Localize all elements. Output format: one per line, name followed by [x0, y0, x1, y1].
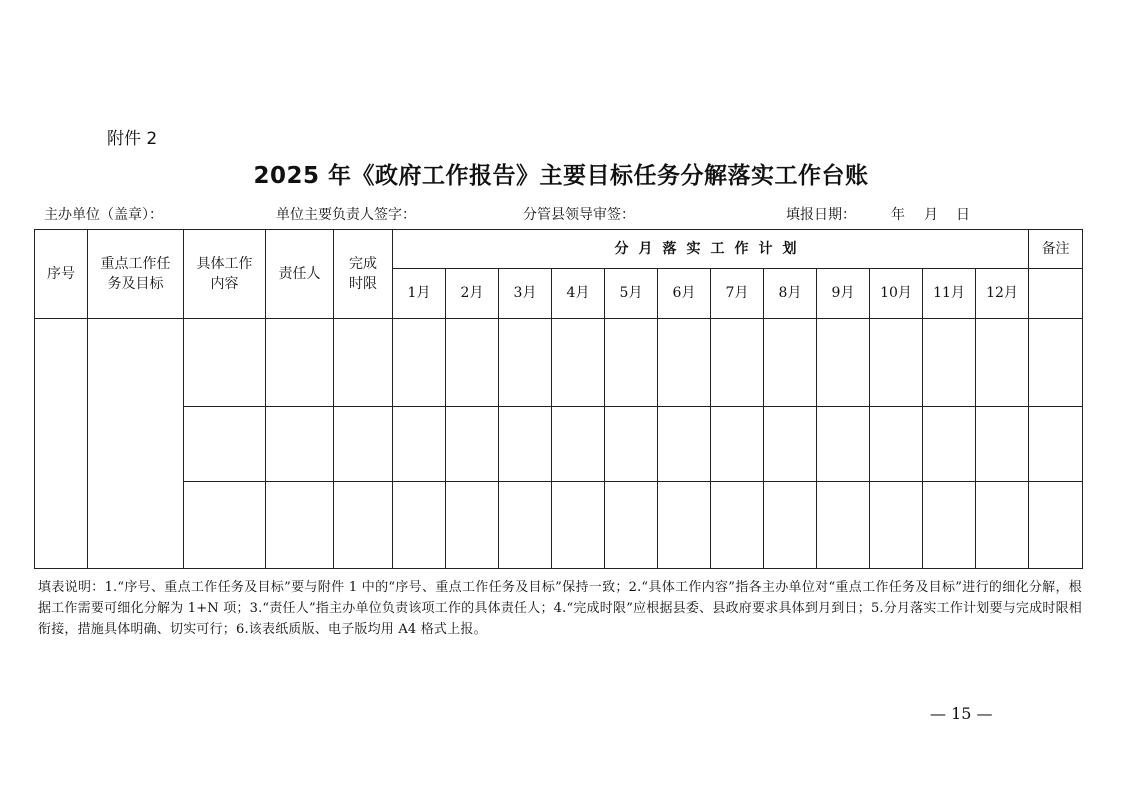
header-month-1: 1月	[393, 269, 446, 319]
table-cell[interactable]	[393, 407, 446, 482]
table-cell[interactable]	[499, 319, 552, 407]
table-cell[interactable]	[605, 319, 658, 407]
table-row	[35, 407, 1083, 482]
table-cell[interactable]	[976, 407, 1029, 482]
table-cell[interactable]	[1029, 407, 1083, 482]
table-cell[interactable]	[923, 482, 976, 569]
header-month-4: 4月	[552, 269, 605, 319]
table-cell[interactable]	[870, 407, 923, 482]
header-month-11: 11月	[923, 269, 976, 319]
table-cell[interactable]	[711, 407, 764, 482]
table-cell[interactable]	[334, 407, 393, 482]
table-cell[interactable]	[499, 407, 552, 482]
header-key-task: 重点工作任务及目标	[88, 230, 184, 319]
table-cell[interactable]	[923, 319, 976, 407]
table-cell[interactable]	[393, 482, 446, 569]
table-cell[interactable]	[817, 407, 870, 482]
header-month-9: 9月	[817, 269, 870, 319]
table-cell[interactable]	[1029, 482, 1083, 569]
table-cell[interactable]	[184, 319, 266, 407]
table-cell[interactable]	[658, 319, 711, 407]
header-month-2: 2月	[446, 269, 499, 319]
header-month-12: 12月	[976, 269, 1029, 319]
table-cell[interactable]	[870, 482, 923, 569]
table-cell[interactable]	[266, 407, 334, 482]
header-monthly-plan: 分月落实工作计划	[393, 230, 1029, 269]
header-deadline: 完成时限	[334, 230, 393, 319]
page-number: — 15 —	[930, 704, 993, 723]
table-cell[interactable]	[266, 319, 334, 407]
header-index: 序号	[35, 230, 88, 319]
table-cell[interactable]	[446, 319, 499, 407]
table-cell[interactable]	[552, 482, 605, 569]
table-cell[interactable]	[711, 482, 764, 569]
table-cell[interactable]	[817, 319, 870, 407]
header-month-7: 7月	[711, 269, 764, 319]
header-owner: 责任人	[266, 230, 334, 319]
table-cell[interactable]	[552, 407, 605, 482]
table-cell[interactable]	[764, 407, 817, 482]
header-month-10: 10月	[870, 269, 923, 319]
header-month-8: 8月	[764, 269, 817, 319]
table-cell[interactable]	[976, 482, 1029, 569]
document-title: 2025 年《政府工作报告》主要目标任务分解落实工作台账	[253, 163, 869, 189]
table-cell[interactable]	[605, 482, 658, 569]
header-remarks: 备注	[1029, 230, 1083, 269]
header-content: 具体工作内容	[184, 230, 266, 319]
table-cell[interactable]	[334, 319, 393, 407]
date-month-label: 月	[924, 207, 938, 223]
task-ledger-table	[34, 229, 1083, 569]
table-cell[interactable]	[499, 482, 552, 569]
attachment-label: 附件 2	[107, 129, 158, 149]
table-cell[interactable]	[605, 407, 658, 482]
table-cell[interactable]	[711, 319, 764, 407]
table-cell[interactable]	[658, 407, 711, 482]
table-cell[interactable]	[184, 482, 266, 569]
table-row	[35, 319, 1083, 407]
table-cell[interactable]	[552, 319, 605, 407]
table-cell[interactable]	[976, 319, 1029, 407]
date-day-label: 日	[956, 207, 970, 223]
table-cell[interactable]	[764, 482, 817, 569]
table-cell[interactable]	[1029, 319, 1083, 407]
table-cell[interactable]	[266, 482, 334, 569]
fill-in-instructions: 填表说明：1.“序号、重点工作任务及目标”要与附件 1 中的“序号、重点工作任务及目标”保持一致；2.“具体工作内容”指各主办单位对“重点工作任务及目标”进行的细化分解，根据工作需要可细化分解为 1+N 项；3.“责任人”指主办单位负责该项工作的具体责任人；4.“完成时限”应根据县委、县政府要求具体到月到日；5.分月落实工作计划要与完成时限相衔接，措施具体明确、切实可行；6.该表纸质版、电子版均用 A4 格式上报。	[38, 580, 1082, 637]
header-remarks-blank	[1029, 269, 1083, 319]
table-cell[interactable]	[817, 482, 870, 569]
table-row	[35, 482, 1083, 569]
sponsor-unit-label: 主办单位（盖章）：	[44, 207, 163, 223]
table-cell[interactable]	[184, 407, 266, 482]
table-cell[interactable]	[393, 319, 446, 407]
cell-index-blank[interactable]	[35, 319, 88, 569]
table-cell[interactable]	[658, 482, 711, 569]
table-cell[interactable]	[334, 482, 393, 569]
county-leader-sign-label: 分管县领导审签：	[523, 207, 635, 223]
table-cell[interactable]	[446, 407, 499, 482]
date-year-label: 年	[891, 207, 905, 223]
table-cell[interactable]	[870, 319, 923, 407]
header-month-6: 6月	[658, 269, 711, 319]
table-cell[interactable]	[446, 482, 499, 569]
table-cell[interactable]	[923, 407, 976, 482]
unit-head-sign-label: 单位主要负责人签字：	[276, 207, 416, 223]
header-month-5: 5月	[605, 269, 658, 319]
table-cell[interactable]	[764, 319, 817, 407]
cell-key-task-blank[interactable]	[88, 319, 184, 569]
header-month-3: 3月	[499, 269, 552, 319]
report-date-label: 填报日期：	[786, 207, 856, 223]
